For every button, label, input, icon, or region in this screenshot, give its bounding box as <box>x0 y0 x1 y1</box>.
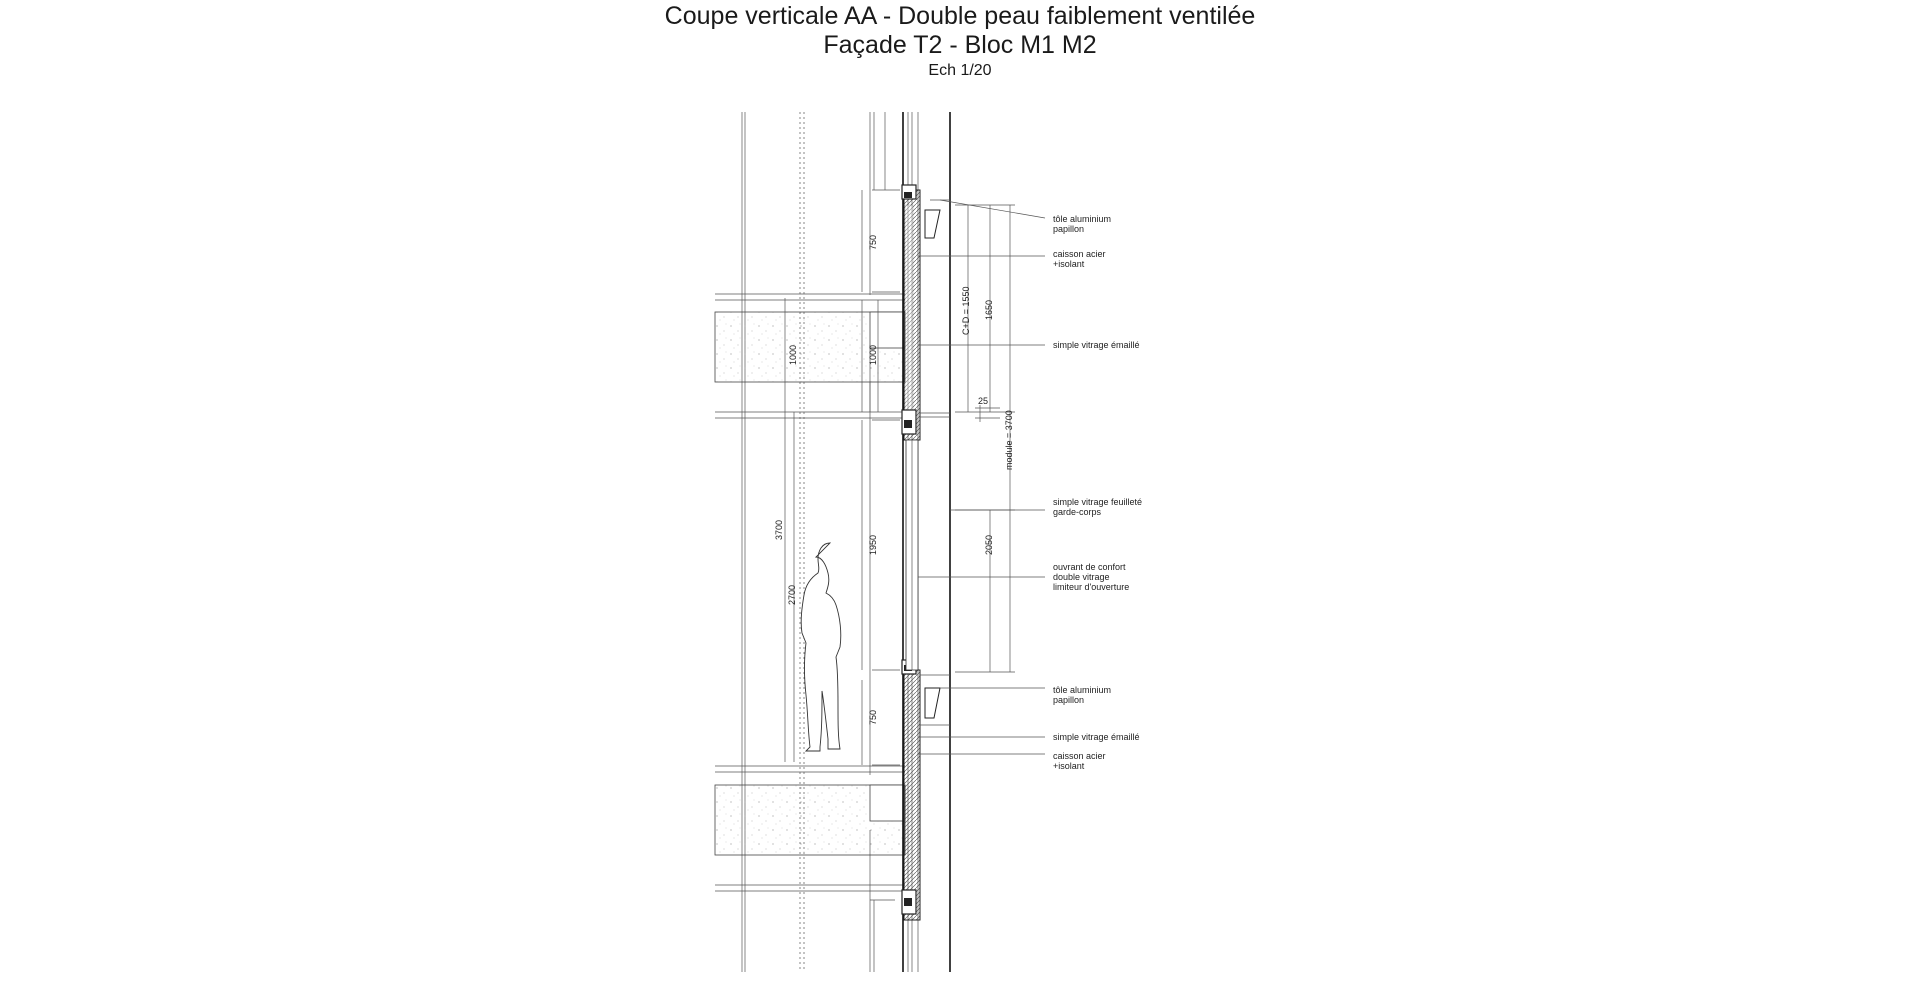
label-tole-aluminium-1: tôle aluminium papillon <box>1053 214 1112 234</box>
dim-1650: 1650 <box>984 299 994 320</box>
dim-750-bottom: 750 <box>868 709 878 725</box>
dim-750-top: 750 <box>868 234 878 250</box>
label-vitrage-feuillete: simple vitrage feuilleté garde-corps <box>1053 497 1143 517</box>
dim-3700-left: 3700 <box>774 519 784 540</box>
drawing-title: Coupe verticale AA - Double peau faiblement ventilée <box>664 2 1256 30</box>
dim-25: 25 <box>978 396 989 406</box>
label-vitrage-emaille-2: simple vitrage émaillé <box>1053 732 1140 742</box>
label-caisson-acier-1: caisson acier +isolant <box>1053 249 1106 269</box>
drawing-scale: Ech 1/20 <box>928 62 992 79</box>
floor-slab-lower <box>715 766 905 900</box>
leader-lines <box>918 200 1045 754</box>
dim-2700: 2700 <box>787 584 797 605</box>
person-silhouette <box>801 543 841 751</box>
window-frame <box>906 440 918 670</box>
label-vitrage-emaille-1: simple vitrage émaillé <box>1053 340 1140 350</box>
dim-1950: 1950 <box>868 534 878 555</box>
dim-2050: 2050 <box>984 534 994 555</box>
drawing-subtitle: Façade T2 - Bloc M1 M2 <box>823 31 1097 59</box>
dim-1000-mid: 1000 <box>868 344 878 365</box>
dim-c-plus-d: C+D = 1550 <box>961 286 971 335</box>
dim-module: module = 3700 <box>1004 410 1014 470</box>
label-ouvrant: ouvrant de confort double vitrage limiteur d'ouverture <box>1053 562 1130 592</box>
spandrel-panel-upper <box>902 185 950 440</box>
label-caisson-acier-2: caisson acier +isolant <box>1053 751 1106 771</box>
dim-1000-left: 1000 <box>788 344 798 365</box>
label-tole-aluminium-2: tôle aluminium papillon <box>1053 685 1112 705</box>
spandrel-panel-lower <box>902 660 950 920</box>
